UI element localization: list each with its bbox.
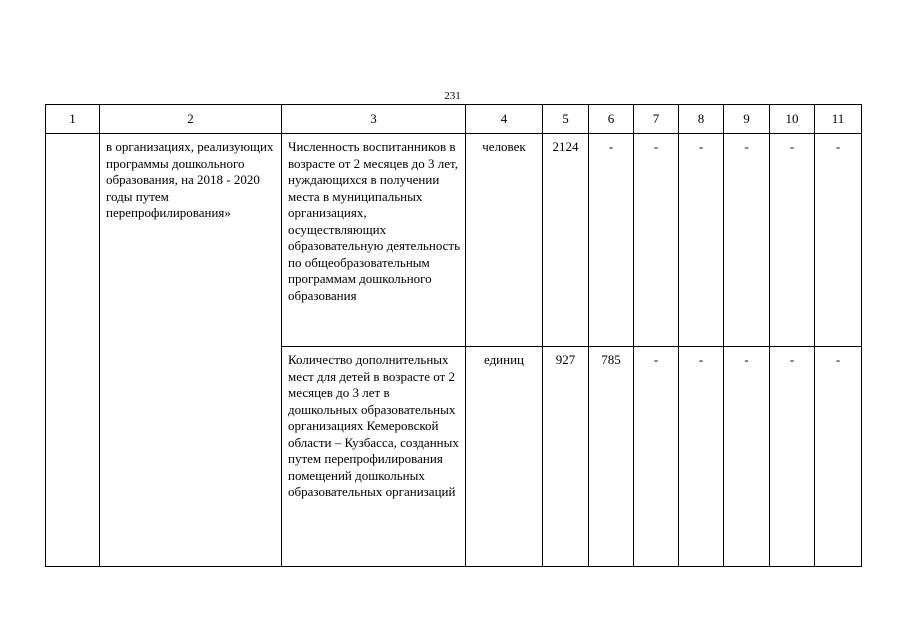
value-text: - bbox=[744, 352, 749, 367]
value-text: - bbox=[789, 352, 795, 367]
unit-cell bbox=[466, 347, 543, 567]
value-cell bbox=[815, 347, 862, 567]
indicators-table bbox=[45, 104, 862, 567]
value-text: 927 bbox=[555, 352, 576, 367]
value-text: - bbox=[608, 139, 614, 154]
value-text: - bbox=[835, 352, 841, 367]
value-cell bbox=[770, 347, 815, 567]
value-cell bbox=[724, 134, 770, 347]
value-text: - bbox=[789, 139, 795, 154]
measure-name-text: в организациях, реализующих программы дошкольного образования, на 2018 - 2020 годы путем перепрофилирования» bbox=[106, 139, 274, 220]
row-number-cell bbox=[46, 134, 100, 567]
value-cell bbox=[724, 347, 770, 567]
value-text: - bbox=[698, 139, 704, 154]
value-text: - bbox=[698, 352, 704, 367]
unit-text: единиц bbox=[483, 352, 525, 367]
table-header-row bbox=[46, 105, 862, 134]
value-cell bbox=[770, 134, 815, 347]
value-cell bbox=[634, 134, 679, 347]
value-cell bbox=[589, 134, 634, 347]
value-cell bbox=[543, 134, 589, 347]
value-cell bbox=[589, 347, 634, 567]
value-text: 2124 bbox=[552, 139, 579, 154]
indicator-text: Численность воспитанников в возрасте от 2 месяцев до 3 лет, нуждающихся в получении места в муниципальных организациях, осуществляющих образовательную деятельность по общеобразовательным программам дошкольного образования bbox=[288, 139, 461, 303]
value-text: - bbox=[744, 139, 749, 154]
value-cell bbox=[679, 347, 724, 567]
header-cell: 8 bbox=[679, 105, 724, 134]
indicator-text: Количество дополнительных мест для детей в возрасте от 2 месяцев до 3 лет в дошкольных образовательных организациях Кемеровской области – Кузбасса, созданных путем перепрофилирования помещений дошкольных образовательных организаций bbox=[288, 352, 459, 499]
header-cell: 10 bbox=[770, 105, 815, 134]
value-cell bbox=[543, 347, 589, 567]
value-cell bbox=[634, 347, 679, 567]
header-cell: 9 bbox=[724, 105, 770, 134]
page-number: 231 bbox=[444, 90, 461, 102]
value-cell bbox=[679, 134, 724, 347]
value-cell bbox=[815, 134, 862, 347]
value-text: - bbox=[653, 352, 659, 367]
header-cell: 2 bbox=[100, 105, 282, 134]
header-cell: 5 bbox=[543, 105, 589, 134]
unit-text: человек bbox=[482, 139, 526, 154]
header-cell: 11 bbox=[815, 105, 862, 134]
value-text: - bbox=[653, 139, 659, 154]
value-text: 785 bbox=[601, 352, 621, 367]
value-text: - bbox=[835, 139, 841, 154]
header-cell: 6 bbox=[589, 105, 634, 134]
header-cell: 3 bbox=[282, 105, 466, 134]
measure-name-cell bbox=[100, 134, 282, 567]
header-cell: 7 bbox=[634, 105, 679, 134]
header-cell: 1 bbox=[46, 105, 100, 134]
header-cell: 4 bbox=[466, 105, 543, 134]
unit-cell bbox=[466, 134, 543, 347]
table-row bbox=[46, 134, 862, 347]
indicator-cell bbox=[282, 347, 466, 567]
indicator-cell bbox=[282, 134, 466, 347]
